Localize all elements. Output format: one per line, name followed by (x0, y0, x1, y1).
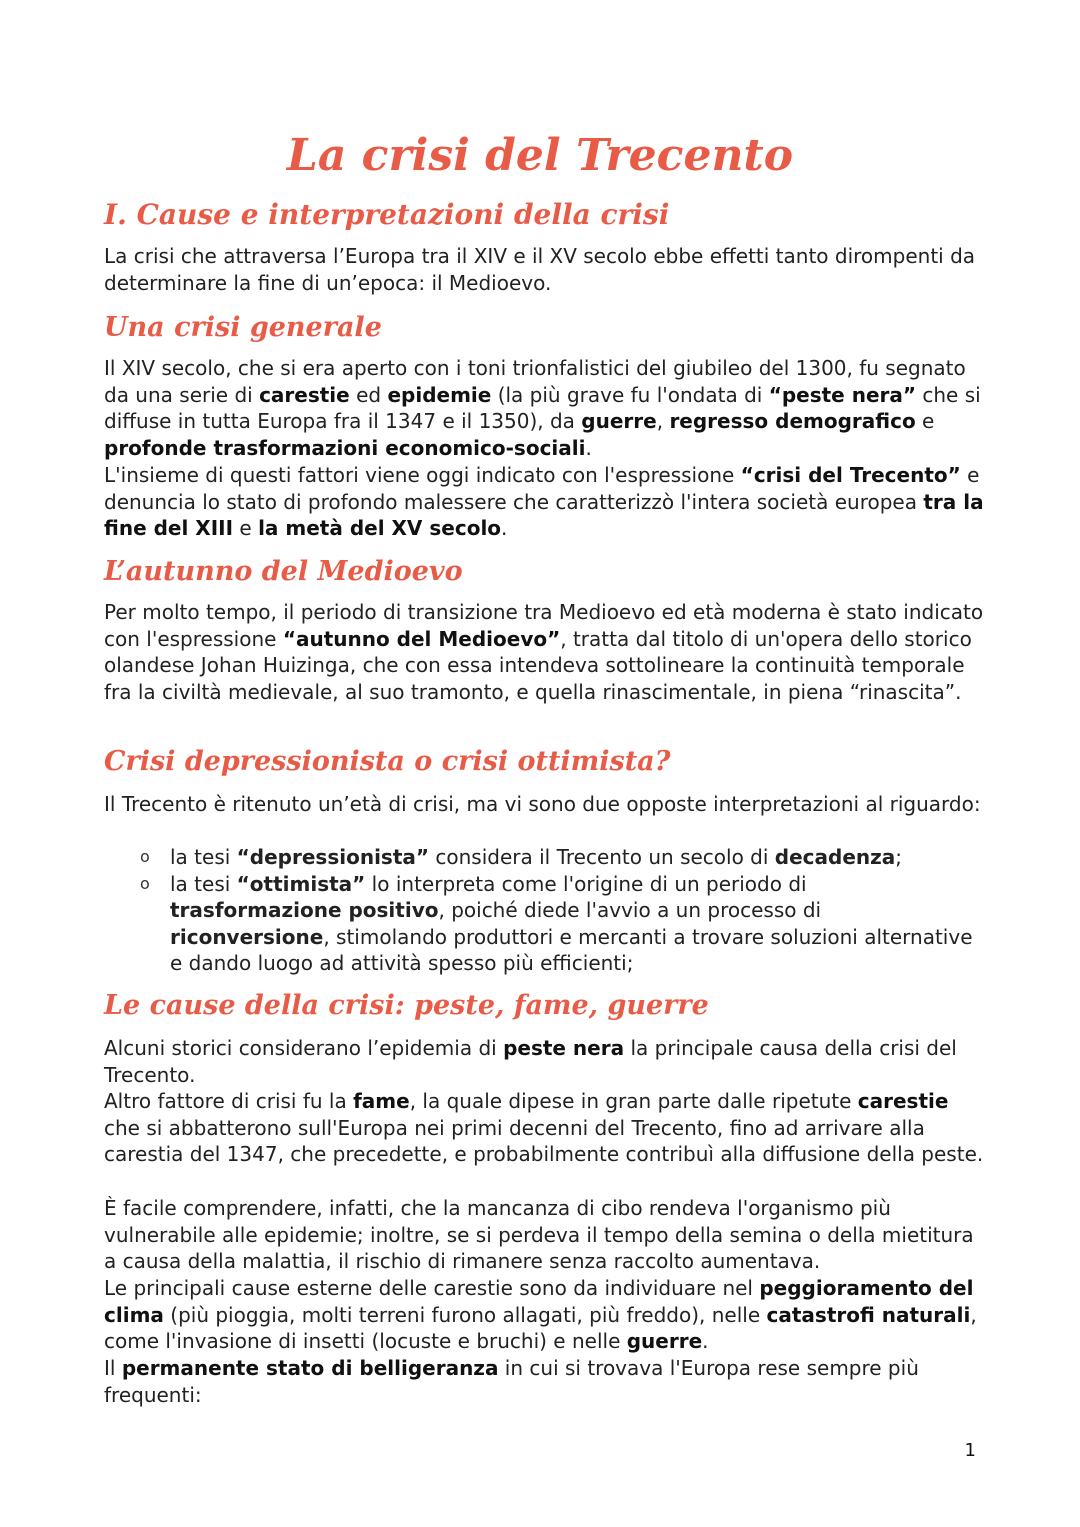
page-title: La crisi del Trecento (286, 130, 794, 181)
heading-depressionista-ottimista: Crisi depressionista o crisi ottimista? (104, 746, 671, 777)
paragraph-cause-esterne: Le principali cause esterne delle carestie sono da individuare nel peggioramento del clima (più pioggia, molti terreni furono allagati, più freddo), nelle catastrofi naturali, come l'invasione di insetti (locuste e bruchi) e nelle guerre. (104, 1276, 977, 1354)
paragraph-cibo-epidemie: È facile comprendere, infatti, che la mancanza di cibo rendeva l'organismo più vulnerabile alle epidemie; inoltre, se si perdeva il tempo della semina o della mietitura a causa della malattia, il rischio di rimanere senza raccolto aumentava. (104, 1196, 974, 1274)
paragraph-peste: Alcuni storici considerano l’epidemia di peste nera la principale causa della crisi del Trecento. (104, 1036, 957, 1087)
paragraph-crisi-generale-2: L'insieme di questi fattori viene oggi indicato con l'espressione “crisi del Trecento” e denuncia lo stato di profondo malessere che caratterizzò l'intera società europea tra la fine del XIII e la metà del XV secolo. (104, 463, 984, 541)
heading-cause-crisi: Le cause della crisi: peste, fame, guerre (104, 990, 709, 1021)
interpretations-list (140, 844, 980, 977)
list-item-ottimista: o la tesi “ottimista” lo interpreta come l'origine di un periodo di trasformazione positivo, poiché diede l'avvio a un processo di riconversione, stimolando produttori e mercanti a trovare soluzioni alternative e dando luogo ad attività spesso più efficienti; (140, 871, 980, 977)
heading-autunno-medioevo: L’autunno del Medioevo (104, 556, 463, 587)
paragraph-belligeranza: Il permanente stato di belligeranza in cui si trovava l'Europa rese sempre più frequenti: (104, 1356, 919, 1407)
list-item-depressionista: o la tesi “depressionista” considera il Trecento un secolo di decadenza; (140, 844, 980, 871)
heading-crisi-generale: Una crisi generale (104, 312, 382, 343)
paragraph-autunno-medioevo: Per molto tempo, il periodo di transizione tra Medioevo ed età moderna è stato indicato con l'espressione “autunno del Medioevo”, tratta dal titolo di un'opera dello storico olandese Johan Huizinga, che con essa intendeva sottolineare la continuità temporale fra la civiltà medievale, al suo tramonto, e quella rinascimentale, in piena “rinascita”. (104, 600, 984, 704)
intro-paragraph: La crisi che attraversa l’Europa tra il XIV e il XV secolo ebbe effetti tanto dirompenti da determinare la fine di un’epoca: il Medioevo. (104, 244, 976, 295)
paragraph-fame: Altro fattore di crisi fu la fame, la quale dipese in gran parte dalle ripetute carestie che si abbatterono sull'Europa nei primi decenni del Trecento, fino ad arrivare alla carestia del 1347, che precedette, e probabilmente contribuì alla diffusione della peste. (104, 1089, 984, 1167)
paragraph-crisi-generale-1: Il XIV secolo, che si era aperto con i toni trionfalistici del giubileo del 1300, fu segnato da una serie di carestie ed epidemie (la più grave fu l'ondata di “peste nera” che si diffuse in tutta Europa fra il 1347 e il 1350), da guerre, regresso demografico e profonde trasformazioni economico-sociali. (104, 356, 981, 460)
page-number: 1 (964, 1440, 976, 1461)
section-heading-cause: I. Cause e interpretazioni della crisi (104, 198, 670, 231)
paragraph-interpretazioni: Il Trecento è ritenuto un’età di crisi, ma vi sono due opposte interpretazioni al riguardo: (104, 792, 981, 816)
